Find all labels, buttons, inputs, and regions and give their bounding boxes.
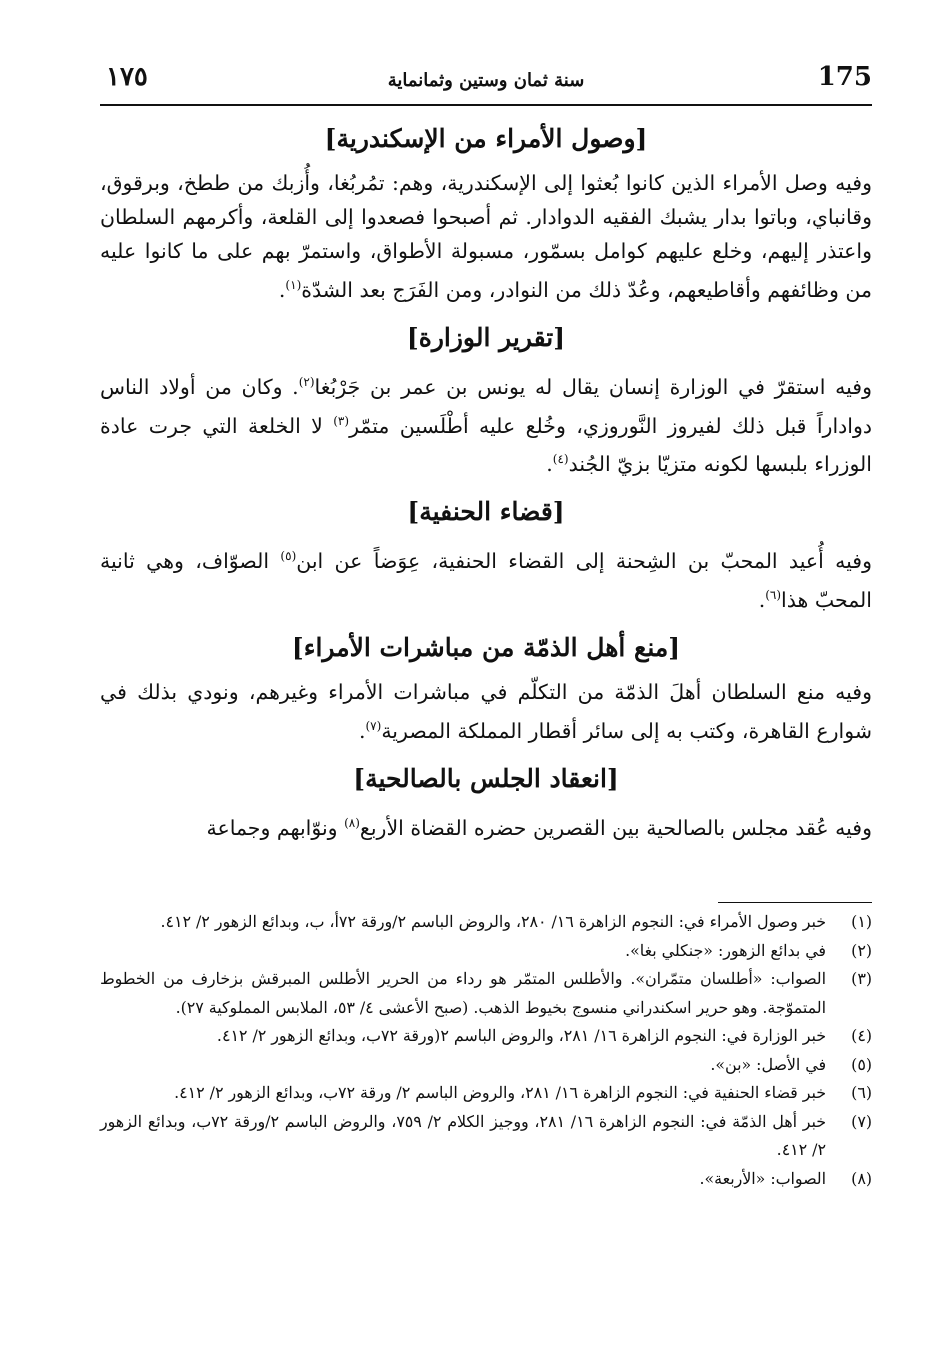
footnote-text: في الأصل: «بن». bbox=[710, 1054, 826, 1074]
note-ref: (٧) bbox=[365, 718, 382, 733]
section-paragraph-alexandria: وفيه وصل الأمراء الذين كانوا بُعثوا إلى الإسكندرية، وهم: تمُربُغا، وأُزبك من ططخ، وبرقوق، وقانباي، وباتوا بدار يشبك الفقيه الدوادار. ثم أصبحوا فصعدوا إلى القلعة، وأكرمهم السلطان واعتذر إليهم، وخلع عليهم كوامل بسمّور، مسبولة الأطواق، واستمرّ بهم على ما كانوا عليه من وظائفهم وأقاطيعهم، وعُدّ ذلك من النوادر، ومن الفَرَج بعد الشدّة$^{(١)}$. bbox=[100, 171, 872, 302]
footnote-number: (١) bbox=[851, 912, 872, 931]
footnote-number: (٣) bbox=[851, 969, 872, 988]
footnote-item bbox=[100, 1079, 872, 1108]
footnote-text: خبر الوزارة في: النجوم الزاهرة ١٦/ ٢٨١، والروض الباسم ٢(ورقة ٧٢ب، وبدائع الزهور ٢/ ٤١٢. bbox=[216, 1026, 826, 1045]
note-ref: (٦) bbox=[765, 588, 782, 603]
main-text bbox=[100, 118, 872, 855]
footnote-number: (٨) bbox=[851, 1168, 872, 1188]
footnote-item bbox=[100, 908, 872, 937]
section-heading-hanafi: [قضاء الحنفية] bbox=[407, 497, 565, 527]
footnote-separator bbox=[718, 902, 872, 903]
note-ref: (٨) bbox=[344, 815, 360, 830]
footnote-text: خبر وصول الأمراء في: النجوم الزاهرة ١٦/ ٢٨٠، والروض الباسم ٢/ورقة ٧٢أ، ب، وبدائع الزهور ٢/ ٤١٢. bbox=[160, 912, 826, 931]
footnote-number: (٧) bbox=[851, 1111, 872, 1131]
running-title: سنة ثمان وستين وثمانماية bbox=[387, 70, 585, 91]
page-header bbox=[100, 58, 872, 102]
footnote-text: الصواب: «الأربعة». bbox=[699, 1168, 826, 1188]
section-heading-vizierate: [تقرير الوزارة] bbox=[406, 322, 566, 352]
page-number-arabic: ١٧٥ bbox=[106, 62, 148, 92]
section-heading-dhimma: [منع أهل الذمّة من مباشرات الأمراء] bbox=[291, 632, 681, 662]
footnote-text: خبر أهل الذمّة في: النجوم الزاهرة ١٦/ ٢٨١، ووجيز الكلام ٢/ ٧٥٩، والروض الباسم ٢/ورقة ٧٢ب، وبدائع الزهور ٢/ ٤١٢. bbox=[100, 1111, 827, 1159]
footnote-number: (٦) bbox=[851, 1083, 872, 1102]
page-number-latin: 175 bbox=[817, 62, 872, 92]
footnote-item bbox=[100, 1108, 872, 1165]
footnote-number: (٢) bbox=[851, 940, 872, 960]
footnote-item bbox=[100, 937, 872, 966]
note-ref: (٤) bbox=[552, 452, 569, 467]
footnotes bbox=[100, 908, 872, 1193]
header-rule bbox=[100, 104, 872, 106]
section-heading-salihiyya: [انعقاد الجلس بالصالحية] bbox=[353, 763, 619, 793]
note-ref: (٢) bbox=[298, 374, 315, 389]
section-paragraph-hanafi: وفيه أُعيد المحبّ بن الشِحنة إلى القضاء الحنفية، عِوَضاً عن ابن$^{(٥)}$ الصوّاف، وهي ثانية المحبّ هذا$^{(٦)}$. bbox=[100, 549, 872, 612]
footnote-item bbox=[100, 1051, 872, 1080]
footnote-number: (٥) bbox=[851, 1054, 872, 1074]
section-heading-alexandria: [وصول الأمراء من الإسكندرية] bbox=[324, 124, 648, 153]
footnote-item bbox=[100, 1165, 872, 1194]
footnote-text: خبر قضاء الحنفية في: النجوم الزاهرة ١٦/ ٢٨١، والروض الباسم ٢/ ورقة ٧٢ب، وبدائع الزهور ٢/ ٤١٢. bbox=[174, 1083, 826, 1102]
note-ref: (١) bbox=[285, 278, 302, 292]
note-ref: (٥) bbox=[280, 549, 297, 564]
footnote-number: (٤) bbox=[851, 1026, 872, 1045]
section-paragraph-vizierate: وفيه استقرّ في الوزارة إنسان يقال له يونس بن عمر بن جَرْبُغا$^{(٢)}$. وكان من أولاد الناس دواداراً قبل ذلك لفيروز النَّوروزي، وخُلع عليه أطْلَسين متمّر$^{(٣)}$ لا الخلعة التي جرت عادة الوزراء بلبسها لكونه متزيّا بزيّ الجُند$^{(٤)}$. bbox=[100, 374, 872, 477]
footnote-text: في بدائع الزهور: «جنكلي بغا». bbox=[625, 940, 826, 960]
section-paragraph-salihiyya: وفيه عُقد مجلس بالصالحية بين القصرين حضره القضاة الأربع$^{(٨)}$ ونوّابهم وجماعة bbox=[206, 815, 872, 840]
note-ref: (٣) bbox=[333, 413, 350, 428]
footnote-item bbox=[100, 1022, 872, 1051]
footnote-item bbox=[100, 965, 872, 1022]
footnote-text: الصواب: «أطلسان متمّران». والأطلس المتمّر هو رداء من الحرير الأطلس المبرقش بزخارف من الخطوط المتموّجة. وهو حرير اسكندراني منسوج بخيوط الذهب. (صبح الأعشى ٤/ ٥٣، الملابس المملوكية ٢٧). bbox=[100, 969, 827, 1017]
section-paragraph-dhimma: وفيه منع السلطان أهلَ الذمّة من التكلّم في مباشرات الأمراء وغيرهم، ونودي بذلك في شوارع القاهرة، وكتب به إلى سائر أقطار المملكة المصرية$^{(٧)}$. bbox=[100, 679, 872, 743]
